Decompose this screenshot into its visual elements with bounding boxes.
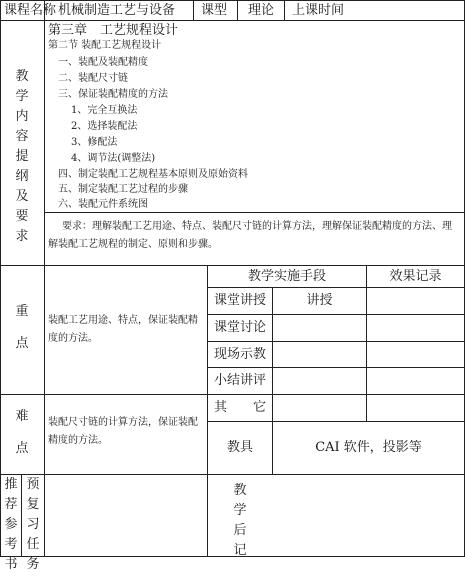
outline-item: 1、完全互换法 (71, 105, 138, 116)
side-char: 记 (233, 543, 247, 558)
requirements-line: 要求：理解装配工艺用途、特点、装配尺寸链的计算方法，理解保证装配精度的方法、理 (62, 221, 452, 232)
teaching-aids-label: 教具 (226, 440, 253, 455)
side-char: 学 (15, 89, 29, 104)
section-title: 第二节 装配工艺规程设计 (48, 40, 162, 51)
grid-line (366, 265, 367, 421)
grid-line (207, 367, 465, 368)
side-char: 学 (233, 503, 247, 518)
method-label-other: 其 它 (213, 400, 266, 415)
references-label (1, 478, 21, 578)
side-char: 教 (15, 69, 29, 84)
requirements-line: 解装配工艺规程的制定、原则和步骤。 (48, 239, 218, 250)
course-type-label: 课型 (201, 3, 228, 18)
methods-title: 教学实施手段 (247, 269, 326, 284)
grid-line (0, 20, 465, 21)
key-points-text: 装配工艺用途、特点，保证装配精度的方法。 (48, 315, 198, 344)
side-char: 务 (26, 557, 40, 572)
grid-line (207, 341, 465, 342)
outline-item: 3、修配法 (71, 137, 118, 148)
chapter-title: 第三章 工艺规程设计 (48, 23, 179, 38)
outline-item: 二、装配尺寸链 (58, 73, 128, 84)
preview-task-label (23, 478, 43, 578)
grid-line (0, 394, 465, 395)
side-char: 纲 (15, 169, 29, 184)
course-name-label: 课程名称 (4, 3, 57, 18)
grid-line (0, 474, 465, 475)
outline-item: 三、保证装配精度的方法 (58, 89, 168, 100)
grid-line (207, 287, 465, 288)
side-char: 点 (15, 336, 29, 351)
side-char: 要 (15, 209, 29, 224)
side-char: 考 (4, 537, 18, 552)
side-char: 推 (4, 477, 18, 492)
side-char: 求 (15, 229, 29, 244)
side-char: 内 (15, 109, 29, 124)
class-time-label: 上课时间 (292, 3, 345, 18)
grid-line (237, 0, 238, 21)
method-label-lecture: 课堂讲授 (213, 293, 266, 308)
side-char: 书 (4, 557, 18, 572)
grid-line (0, 265, 465, 266)
postscript-label (230, 484, 250, 564)
side-char: 参 (4, 517, 18, 532)
outline-item: 五、制定装配工艺过程的步骤 (58, 184, 188, 195)
grid-line (44, 212, 465, 213)
outline-item: 2、选择装配法 (71, 121, 138, 132)
grid-line (207, 314, 465, 315)
side-char: 教 (233, 483, 247, 498)
side-char: 荐 (4, 497, 18, 512)
side-char: 容 (15, 129, 29, 144)
grid-line (193, 0, 194, 21)
key-points-label (12, 305, 32, 357)
difficulties-label (12, 410, 32, 462)
outline-item: 4、调节法(调整法) (71, 153, 156, 164)
side-char: 及 (15, 189, 29, 204)
method-label-demo: 现场示教 (213, 347, 266, 362)
difficulties-text: 装配尺寸链的计算方法，保证装配精度的方法。 (48, 417, 198, 446)
method-label-summary: 小结讲评 (213, 373, 266, 388)
outline-item: 四、制定装配工艺规程基本原则及原始资料 (58, 169, 248, 180)
content-outline-side-label (12, 70, 32, 250)
side-char: 后 (233, 523, 247, 538)
teaching-aids-value: CAI 软件，投影等 (315, 440, 422, 455)
grid-line (284, 0, 285, 21)
side-char: 习 (26, 517, 40, 532)
grid-line (21, 474, 22, 557)
side-char: 难 (15, 409, 29, 424)
method-label-discussion: 课堂讨论 (213, 320, 266, 335)
side-char: 提 (15, 149, 29, 164)
outline-item: 一、装配及装配精度 (58, 57, 148, 68)
grid-line (207, 421, 465, 422)
method-value-lecture: 讲授 (306, 293, 333, 308)
course-type-value: 理论 (248, 3, 275, 18)
outline-item: 六、装配元件系统图 (58, 199, 148, 210)
side-char: 任 (26, 537, 40, 552)
effect-record-title: 效果记录 (389, 269, 442, 284)
grid-line (0, 0, 1, 557)
side-char: 点 (15, 441, 29, 456)
side-char: 复 (26, 497, 40, 512)
grid-line (44, 0, 45, 557)
course-name-value: 机械制造工艺与设备 (58, 3, 176, 18)
side-char: 重 (15, 304, 29, 319)
side-char: 预 (26, 477, 40, 492)
grid-line (0, 0, 465, 1)
